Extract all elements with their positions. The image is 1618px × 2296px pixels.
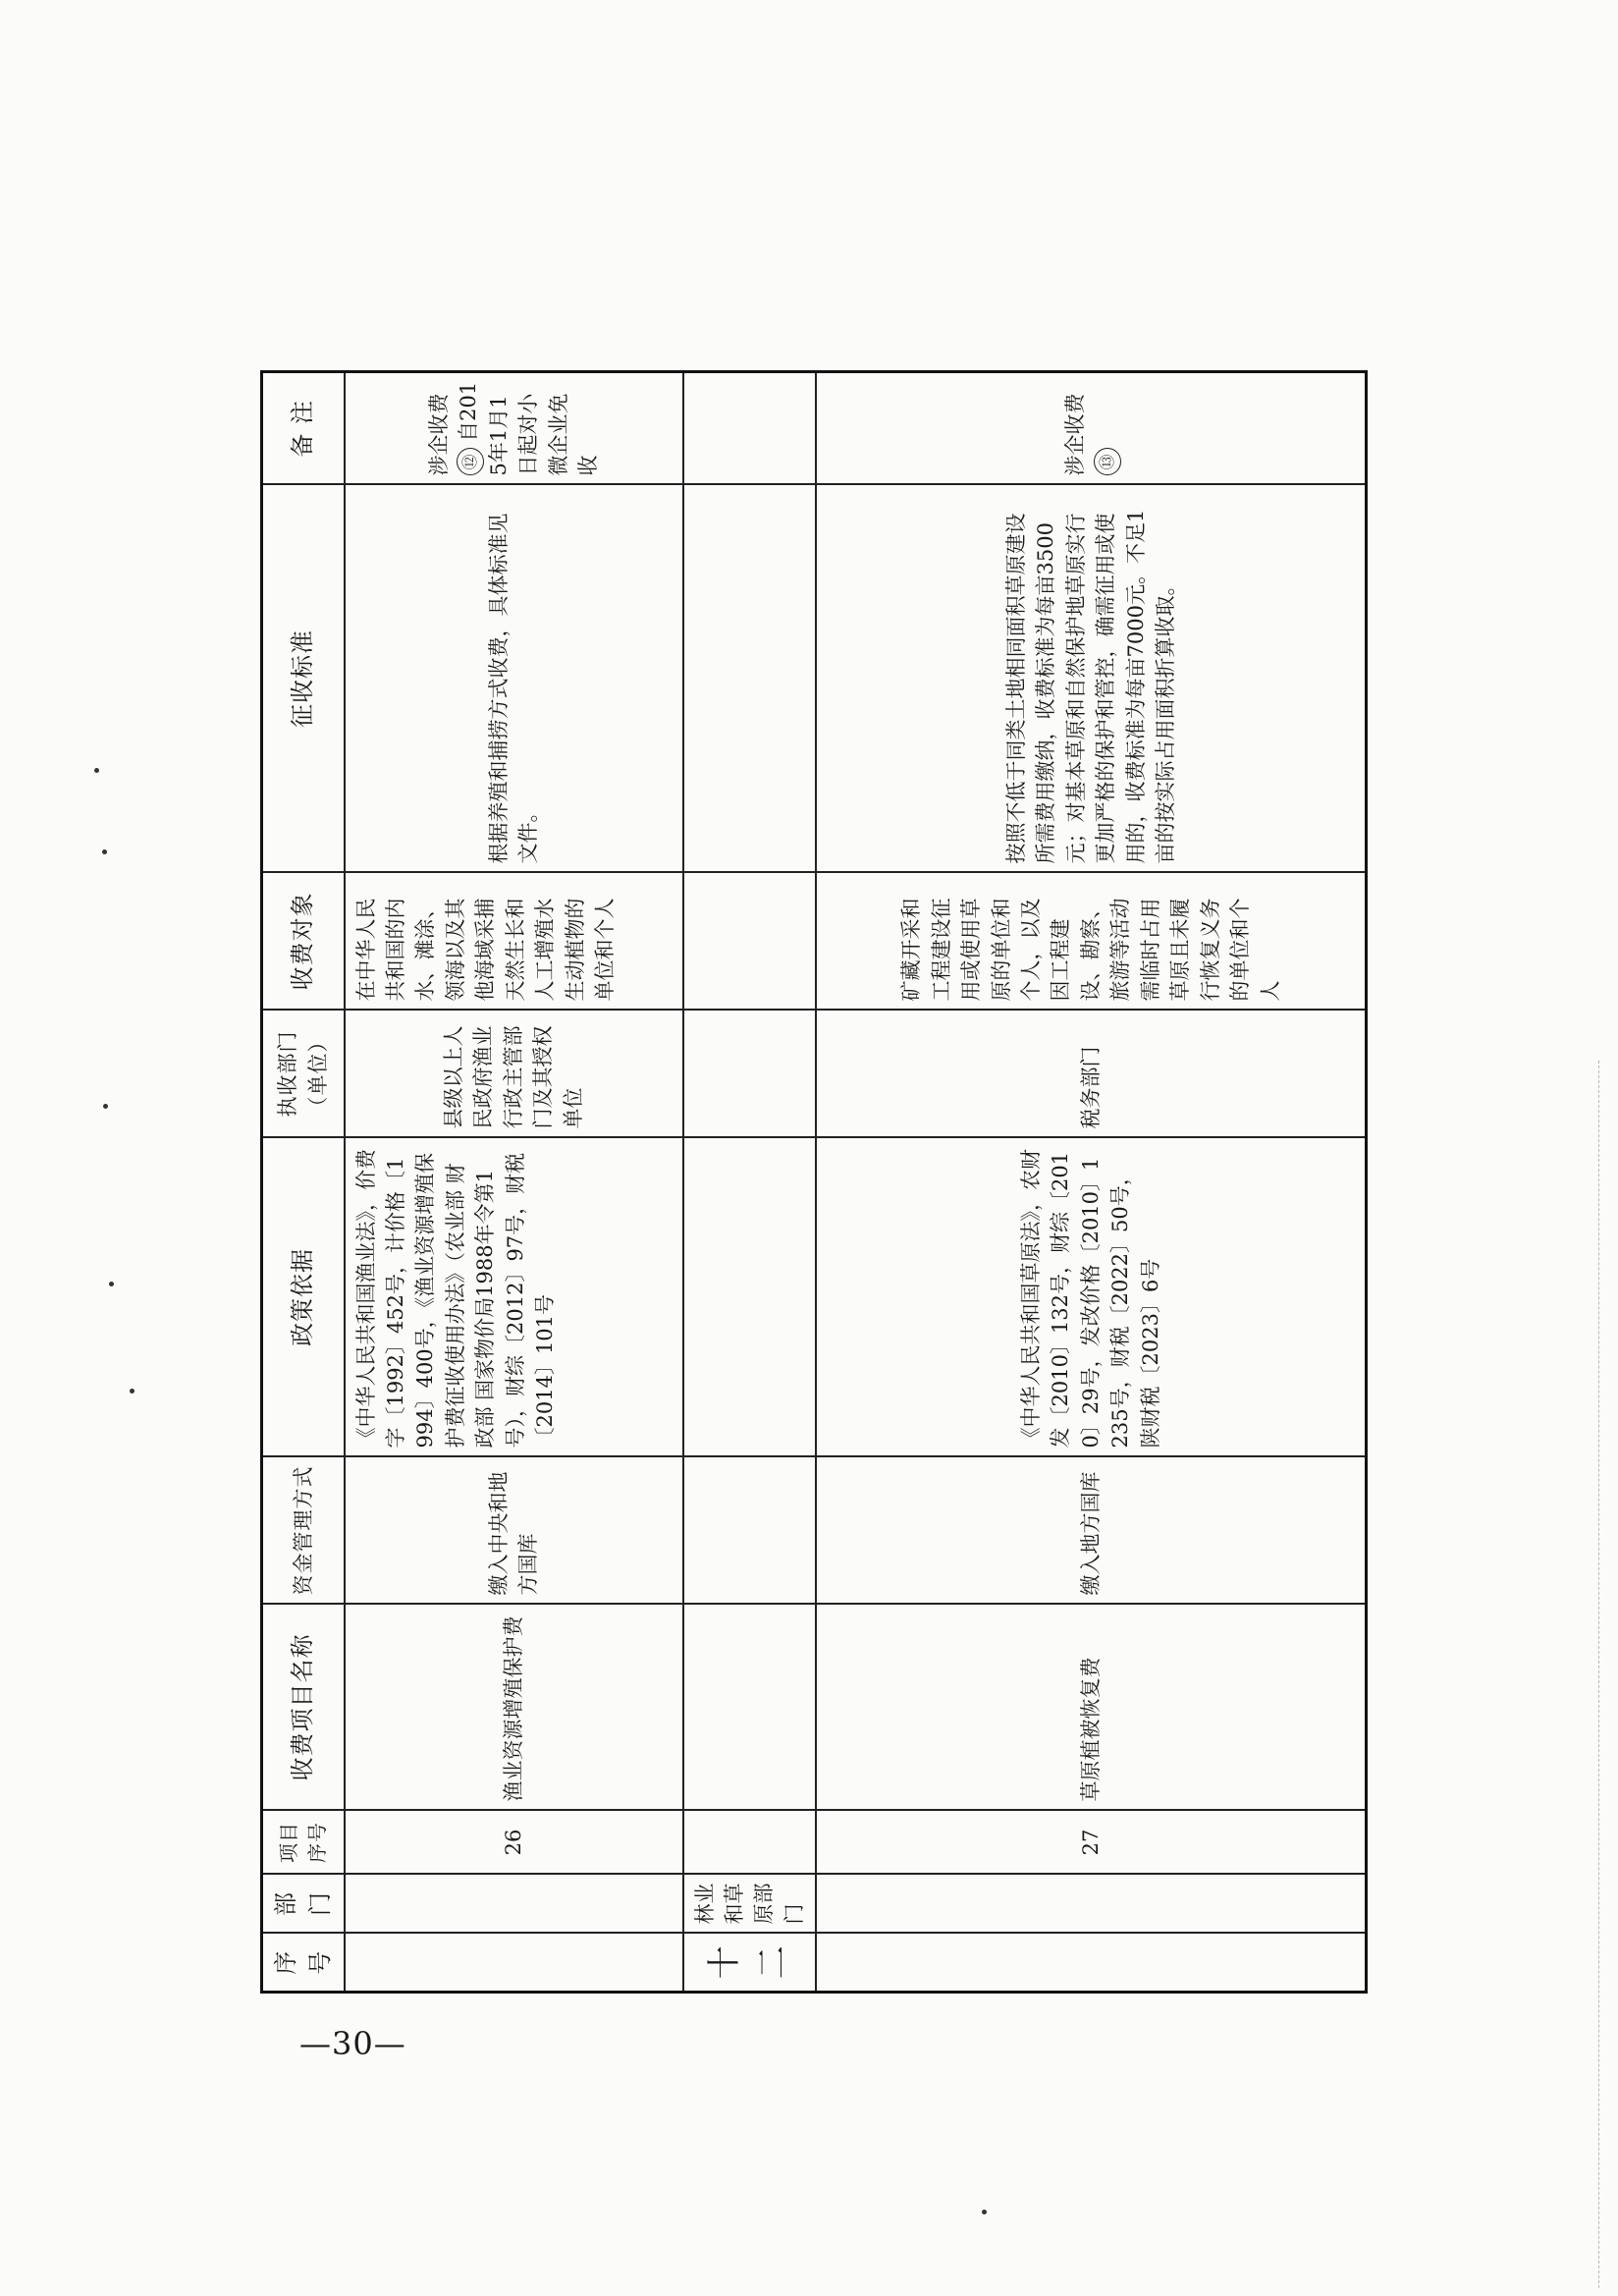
remark-number-26: ⑫ xyxy=(457,449,484,476)
cell-policy-27: 《中华人民共和国草原法》，农财发〔2010〕132号，财综〔2010〕29号，发改价格〔2010〕1235号，财税〔2022〕50号，陕财税〔2023〕6号 xyxy=(816,1138,1366,1457)
cell-empty xyxy=(683,485,817,873)
table-row-27 xyxy=(816,372,1366,1993)
cell-dept-empty xyxy=(816,1875,1366,1934)
header-collector: 执收部门（单位） xyxy=(262,1011,345,1138)
cell-policy-26: 《中华人民共和国渔业法》，价费字〔1992〕452号，计价格〔1994〕400号，《渔业资源增殖保护费征收使用办法》（农业部 财政部 国家物价局1988年令第1号），财综〔2012〕97号，财税〔2014〕101号 xyxy=(345,1138,683,1457)
cell-dept-empty xyxy=(345,1875,683,1934)
header-fund-mgmt: 资金管理方式 xyxy=(262,1457,345,1605)
header-dept: 部门 xyxy=(262,1875,345,1934)
cell-fee-name-26: 渔业资源增殖保护费 xyxy=(345,1605,683,1811)
remark-label-26: 涉企收费 xyxy=(426,393,451,476)
cell-standard-27: 按照不低于同类土地相同面积草原建设所需费用缴纳，收费标准为每亩3500元；对基本草原和自然保护地草原实行更加严格的保护和管控，确需征用或使用的，收费标准为每亩7000元。不足1亩的按实际占用面积折算收取。 xyxy=(816,485,1366,873)
scan-speck xyxy=(102,849,107,854)
page-number: —30— xyxy=(299,2025,406,2062)
cell-seq-empty xyxy=(345,1934,683,1993)
header-fee-name: 收费项目名称 xyxy=(262,1605,345,1811)
remark-label-27: 涉企收费 xyxy=(1063,393,1088,476)
cell-section-seq: 十二 xyxy=(683,1934,817,1993)
cell-collector-27: 税务部门 xyxy=(816,1011,1366,1138)
header-item-seq: 项目序号 xyxy=(262,1811,345,1875)
cell-empty xyxy=(683,1011,817,1138)
scan-speck xyxy=(130,1389,135,1394)
scan-speck xyxy=(103,1104,108,1109)
cell-standard-26: 根据养殖和捕捞方式收费，具体标准见文件。 xyxy=(345,485,683,873)
table-row-section-12 xyxy=(683,372,817,1993)
cell-empty xyxy=(683,372,817,485)
fee-table xyxy=(260,370,1368,1994)
header-policy: 政策依据 xyxy=(262,1138,345,1457)
cell-item-seq-26: 26 xyxy=(345,1811,683,1875)
scan-speck xyxy=(94,768,99,773)
cell-empty xyxy=(683,1138,817,1457)
header-target: 收费对象 xyxy=(262,873,345,1011)
cell-target-27: 矿藏开采和工程建设征用或使用草原的单位和个人，以及因工程建设、勘察、旅游等活动需临时占用草原且未履行恢复义务的单位和个人 xyxy=(816,873,1366,1011)
remark-number-27: ⑬ xyxy=(1094,449,1121,476)
cell-remarks-27 xyxy=(816,372,1366,485)
cell-target-26: 在中华人民共和国的内水、滩涂、领海以及其他海域采捕天然生长和人工增殖水生动植物的单位和个人 xyxy=(345,873,683,1011)
header-seq: 序号 xyxy=(262,1934,345,1993)
cell-fee-name-27: 草原植被恢复费 xyxy=(816,1605,1366,1811)
cell-fund-mgmt-27: 缴入地方国库 xyxy=(816,1457,1366,1605)
table-row-26 xyxy=(345,372,683,1993)
remark-extra-26: 自2015年1月1日起对小微企业免收 xyxy=(456,381,601,476)
cell-empty xyxy=(683,1457,817,1605)
cell-seq-empty xyxy=(816,1934,1366,1993)
header-row xyxy=(262,372,345,1993)
scan-speck xyxy=(109,1282,114,1286)
cell-empty xyxy=(683,1605,817,1811)
cell-section-dept: 林业和草原部门 xyxy=(683,1875,817,1934)
cell-fund-mgmt-26: 缴入中央和地方国库 xyxy=(345,1457,683,1605)
cell-empty xyxy=(683,873,817,1011)
cell-collector-26: 县级以上人民政府渔业行政主管部门及其授权单位 xyxy=(345,1011,683,1138)
header-remarks: 备 注 xyxy=(262,372,345,485)
cell-empty xyxy=(683,1811,817,1875)
rotated-fee-table-wrapper xyxy=(260,373,1350,1994)
header-standard: 征收标准 xyxy=(262,485,345,873)
scan-speck xyxy=(982,2210,987,2214)
cell-remarks-26 xyxy=(345,372,683,485)
scan-edge-line xyxy=(1598,1061,1600,2288)
cell-item-seq-27: 27 xyxy=(816,1811,1366,1875)
